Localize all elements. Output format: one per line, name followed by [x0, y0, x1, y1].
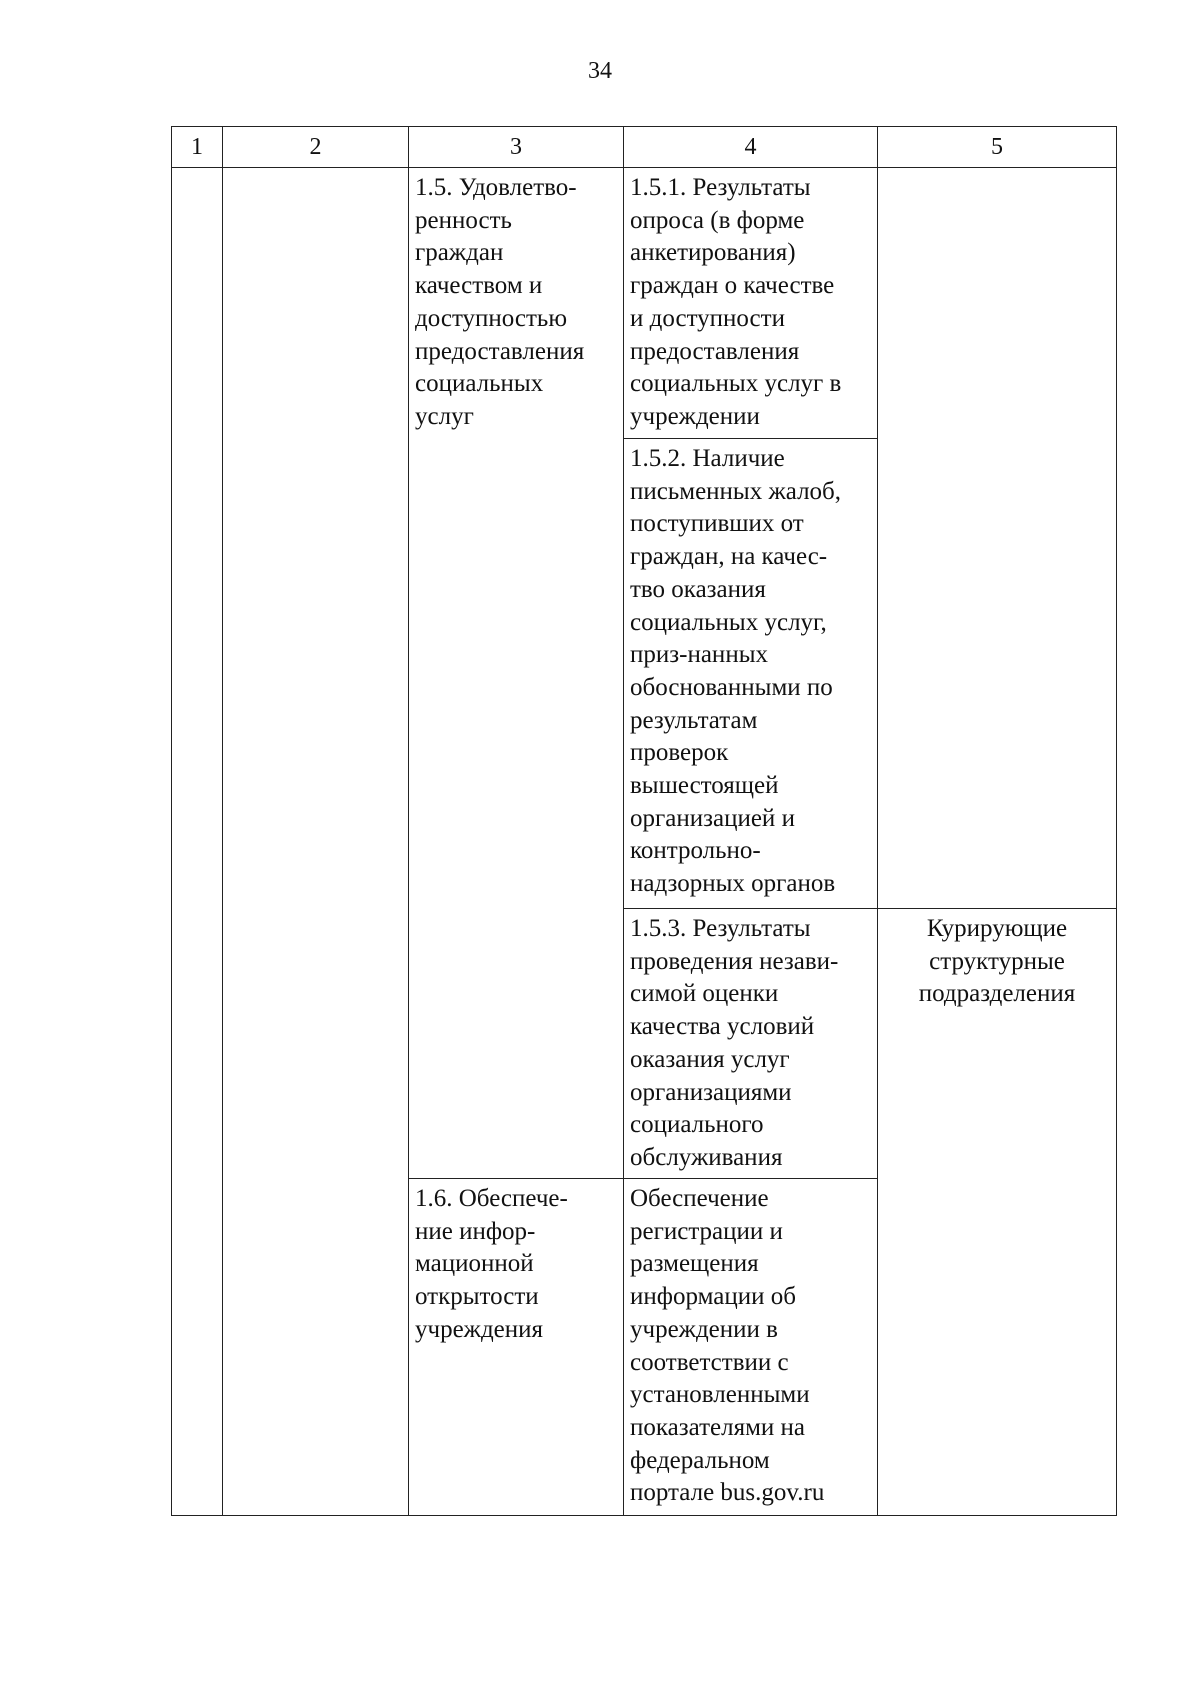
- header-col-5: 5: [878, 127, 1117, 168]
- criterion-1-6-text: 1.6. Обеспече- ние инфор- мационной открытости учреждения: [415, 1185, 568, 1343]
- indicator-1-5-3-cell: [624, 909, 878, 1179]
- cell-col-2: [223, 168, 409, 1516]
- indicator-1-5-1-text: 1.5.1. Результаты опроса (в форме анкетирования) граждан о качестве и доступности предоставления социальных услуг в учреждении: [630, 174, 842, 430]
- header-col-3: 3: [409, 127, 624, 168]
- indicator-1-5-2-text: 1.5.2. Наличие письменных жалоб, поступивших от граждан, на качес- тво оказания социальных услуг, приз-нанных обоснованными по результатам проверок вышестоящей организацией и контрольно- надзорных органов: [630, 445, 842, 898]
- page-number: 34: [588, 58, 612, 84]
- table-header-row: [172, 127, 1117, 168]
- indicator-1-5-2-cell: [624, 439, 878, 909]
- header-col-2: 2: [223, 127, 409, 168]
- criterion-1-5-text: 1.5. Удовлетво- ренность граждан качеством и доступностью предоставления социальных услуг: [415, 174, 585, 430]
- responsible-cell: [878, 909, 1117, 1516]
- header-col-4: 4: [624, 127, 878, 168]
- cell-col-1: [172, 168, 223, 1516]
- indicator-1-6-text: Обеспечение регистрации и размещения информации об учреждении в соответствии с установленными показателями на федеральном портале bus.gov.ru: [630, 1185, 825, 1507]
- criterion-1-6-cell: [409, 1179, 624, 1516]
- criterion-1-5-cell: [409, 168, 624, 1179]
- indicator-1-6-cell: [624, 1179, 878, 1516]
- indicator-1-5-3-text: 1.5.3. Результаты проведения незави- симой оценки качества условий оказания услуг организациями социального обслуживания: [630, 915, 839, 1171]
- header-col-1: 1: [172, 127, 223, 168]
- criteria-table: [171, 126, 1117, 1516]
- responsible-text: Курирующие структурные подразделения: [918, 915, 1076, 1008]
- indicator-1-5-1-cell: [624, 168, 878, 439]
- responsible-empty-cell: [878, 168, 1117, 909]
- table-row: [172, 168, 1117, 439]
